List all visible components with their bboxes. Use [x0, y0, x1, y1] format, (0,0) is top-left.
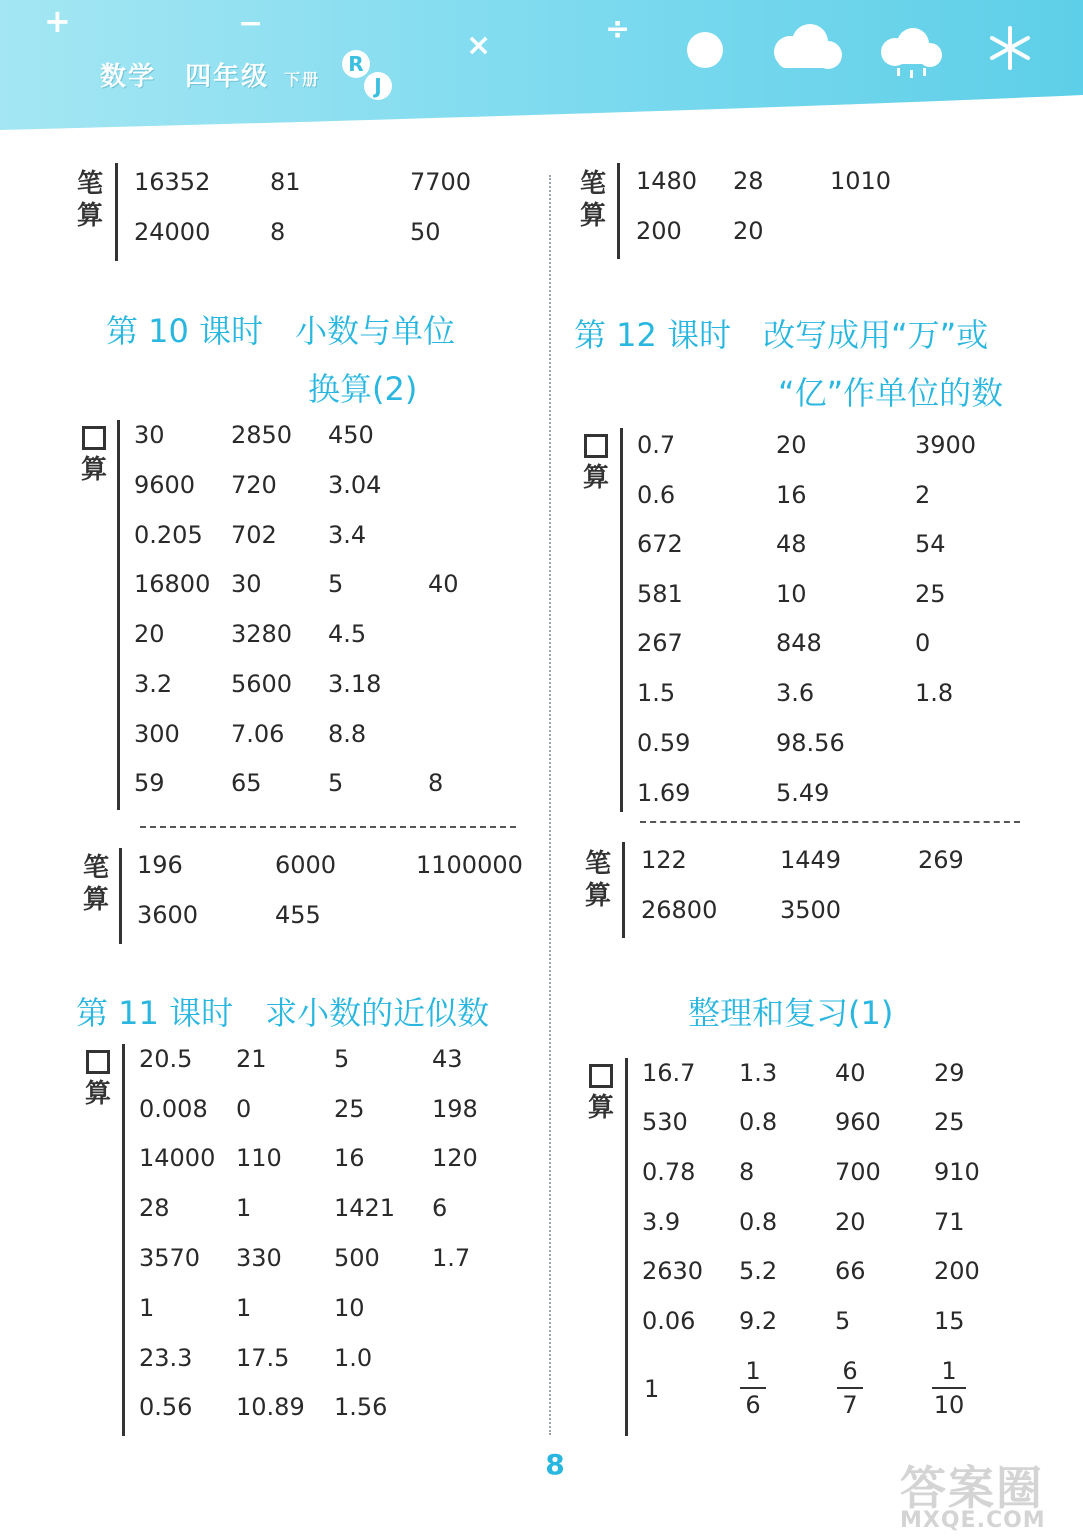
answer: 3600 — [137, 901, 199, 929]
answer: 198 — [432, 1095, 478, 1123]
answer: 7.06 — [231, 720, 285, 748]
section-bar — [117, 420, 120, 810]
page-number: 8 — [545, 1448, 565, 1481]
answer: 2630 — [642, 1257, 704, 1285]
answer: 3570 — [139, 1244, 201, 1272]
fraction-answer — [835, 1356, 865, 1420]
box-icon — [86, 1050, 110, 1074]
fraction-numerator: 6 — [842, 1357, 858, 1385]
answer: 3.18 — [328, 670, 382, 698]
oral-label: 算 — [585, 1062, 617, 1124]
fraction-numerator: 1 — [745, 1357, 761, 1385]
answer: 5600 — [231, 670, 293, 698]
answer: 20.5 — [139, 1045, 193, 1073]
answer: 28 — [139, 1194, 170, 1222]
answer: 14000 — [139, 1144, 216, 1172]
answer: 1 — [236, 1294, 252, 1322]
answer: 530 — [642, 1108, 688, 1136]
answer: 1.5 — [637, 679, 676, 707]
answer: 1.3 — [739, 1059, 778, 1087]
written-label: 笔 算 — [82, 853, 109, 915]
answer: 25 — [934, 1108, 965, 1136]
answer: 500 — [334, 1244, 380, 1272]
answer: 10 — [776, 580, 807, 608]
answer: 1 — [236, 1194, 252, 1222]
answer: 0 — [915, 629, 931, 657]
answer: 455 — [275, 901, 321, 929]
fraction-denominator: 6 — [745, 1391, 761, 1419]
answer: 1.7 — [432, 1244, 471, 1272]
answer: 3.04 — [328, 471, 382, 499]
answer: 23.3 — [139, 1344, 193, 1372]
fraction-denominator: 10 — [933, 1391, 965, 1419]
answer: 5 — [334, 1045, 350, 1073]
answer: 98.56 — [776, 729, 845, 757]
answer: 3900 — [915, 431, 977, 459]
answer: 15 — [934, 1307, 965, 1335]
book-title — [100, 56, 320, 93]
lesson-12-title-line1: 第 12 课时 改写成用“万”或 — [574, 316, 989, 354]
divide-icon: ÷ — [605, 12, 631, 47]
lesson-10-title-line1: 第 10 课时 小数与单位 — [106, 312, 456, 350]
answer: 0.6 — [637, 481, 676, 509]
watermark-logo: 答案圈 MXQE.COM — [900, 1461, 1046, 1533]
answer: 43 — [432, 1045, 463, 1073]
answer: 0.008 — [139, 1095, 208, 1123]
answer: 122 — [641, 846, 687, 874]
answer: 1010 — [830, 167, 892, 195]
review-1-title: 整理和复习(1) — [688, 994, 894, 1032]
answer: 120 — [432, 1144, 478, 1172]
box-icon — [589, 1064, 613, 1088]
answer: 16352 — [134, 168, 211, 196]
section-bar — [115, 163, 118, 261]
answer: 1480 — [636, 167, 698, 195]
answer: 6 — [432, 1194, 448, 1222]
answer: 25 — [334, 1095, 365, 1123]
fraction-answer — [738, 1356, 768, 1420]
section-bar — [617, 163, 620, 259]
answer: 0.56 — [139, 1393, 193, 1421]
answer: 1.69 — [637, 779, 691, 807]
answer: 8.8 — [328, 720, 367, 748]
answer: 0.78 — [642, 1158, 696, 1186]
answer: 3280 — [231, 620, 293, 648]
section-bar — [122, 1044, 125, 1436]
answer: 0.8 — [739, 1108, 778, 1136]
answer: 59 — [134, 769, 165, 797]
answer: 66 — [835, 1257, 866, 1285]
answer: 1449 — [780, 846, 842, 874]
answer: 848 — [776, 629, 822, 657]
written-label: 笔 算 — [579, 169, 606, 231]
lesson-12-title-line2: “亿”作单位的数 — [778, 374, 1004, 412]
answer: 269 — [918, 846, 964, 874]
dashed-separator — [640, 821, 1020, 823]
oral-label: 算 — [82, 1048, 114, 1110]
edition-badge — [342, 50, 402, 100]
oral-label: 算 — [78, 424, 110, 486]
answer: 6000 — [275, 851, 337, 879]
answer: 50 — [410, 218, 441, 246]
answer: 71 — [934, 1208, 965, 1236]
answer: 28 — [733, 167, 764, 195]
answer: 1421 — [334, 1194, 396, 1222]
written-label: 笔 算 — [584, 849, 611, 911]
answer: 196 — [137, 851, 183, 879]
answer: 720 — [231, 471, 277, 499]
answer: 1.8 — [915, 679, 954, 707]
answer: 910 — [934, 1158, 980, 1186]
answer: 17.5 — [236, 1344, 290, 1372]
section-bar — [625, 1058, 628, 1436]
answer: 10.89 — [236, 1393, 305, 1421]
answer: 16.7 — [642, 1059, 696, 1087]
minus-icon: − — [238, 6, 264, 41]
answer: 48 — [776, 530, 807, 558]
answer: 581 — [637, 580, 683, 608]
answer: 0.7 — [637, 431, 676, 459]
answer: 110 — [236, 1144, 282, 1172]
answer: 21 — [236, 1045, 267, 1073]
answer: 330 — [236, 1244, 282, 1272]
lesson-10-title-line2: 换算(2) — [308, 370, 418, 408]
column-divider — [549, 175, 551, 1435]
section-bar — [622, 842, 625, 938]
answer: 81 — [270, 168, 301, 196]
answer: 450 — [328, 421, 374, 449]
answer: 2 — [915, 481, 931, 509]
answer: 0 — [236, 1095, 252, 1123]
answer: 25 — [915, 580, 946, 608]
edition-letter-r: R — [342, 50, 370, 78]
answer: 5 — [835, 1307, 851, 1335]
sun-icon — [687, 32, 723, 68]
answer: 65 — [231, 769, 262, 797]
answer: 1 — [644, 1375, 660, 1403]
answer: 30 — [231, 570, 262, 598]
answer: 30 — [134, 421, 165, 449]
answer: 9600 — [134, 471, 196, 499]
answer: 700 — [835, 1158, 881, 1186]
grade: 四年级 — [185, 62, 270, 92]
box-icon — [584, 434, 608, 458]
header-banner — [0, 0, 1083, 132]
box-icon — [82, 426, 106, 450]
section-bar — [119, 848, 122, 944]
answer: 9.2 — [739, 1307, 778, 1335]
fraction-denominator: 7 — [842, 1391, 858, 1419]
answer: 1.56 — [334, 1393, 388, 1421]
answer: 8 — [428, 769, 444, 797]
answer: 8 — [270, 218, 286, 246]
answer: 20 — [776, 431, 807, 459]
answer: 20 — [835, 1208, 866, 1236]
answer: 54 — [915, 530, 946, 558]
answer: 200 — [934, 1257, 980, 1285]
answer: 300 — [134, 720, 180, 748]
answer: 5.2 — [739, 1257, 778, 1285]
answer: 5.49 — [776, 779, 830, 807]
edition-letter-j: J — [364, 72, 392, 100]
lesson-11-title: 第 11 课时 求小数的近似数 — [76, 994, 490, 1032]
answer: 7700 — [410, 168, 472, 196]
answer: 3.6 — [776, 679, 815, 707]
answer: 24000 — [134, 218, 211, 246]
answer: 3.2 — [134, 670, 173, 698]
answer: 16800 — [134, 570, 211, 598]
oral-label: 算 — [580, 432, 612, 494]
answer: 4.5 — [328, 620, 367, 648]
fraction-bar — [740, 1387, 766, 1389]
answer: 5 — [328, 570, 344, 598]
answer: 16 — [334, 1144, 365, 1172]
volume: 下册 — [284, 70, 321, 89]
answer: 0.06 — [642, 1307, 696, 1335]
answer: 0.59 — [637, 729, 691, 757]
section-bar — [620, 428, 623, 812]
fraction-bar — [837, 1387, 863, 1389]
answer: 3.9 — [642, 1208, 681, 1236]
answer: 5 — [328, 769, 344, 797]
answer: 702 — [231, 521, 277, 549]
answer: 20 — [733, 217, 764, 245]
plus-icon: + — [44, 2, 71, 40]
answer: 960 — [835, 1108, 881, 1136]
answer: 20 — [134, 620, 165, 648]
fraction-numerator: 1 — [941, 1357, 957, 1385]
fraction-bar — [932, 1387, 966, 1389]
times-icon: × — [466, 28, 492, 63]
answer: 40 — [835, 1059, 866, 1087]
written-label: 笔 算 — [76, 169, 103, 231]
answer: 0.8 — [739, 1208, 778, 1236]
answer: 3.4 — [328, 521, 367, 549]
answer: 40 — [428, 570, 459, 598]
answer: 16 — [776, 481, 807, 509]
answer: 10 — [334, 1294, 365, 1322]
answer: 2850 — [231, 421, 293, 449]
answer: 1 — [139, 1294, 155, 1322]
answer: 672 — [637, 530, 683, 558]
answer: 200 — [636, 217, 682, 245]
answer: 1100000 — [416, 851, 523, 879]
answer: 8 — [739, 1158, 755, 1186]
answer: 3500 — [780, 896, 842, 924]
subject: 数学 — [100, 62, 157, 92]
answer: 26800 — [641, 896, 718, 924]
answer: 1.0 — [334, 1344, 373, 1372]
answer: 29 — [934, 1059, 965, 1087]
fraction-answer — [930, 1356, 968, 1420]
dashed-separator — [140, 826, 516, 828]
answer: 267 — [637, 629, 683, 657]
answer: 0.205 — [134, 521, 203, 549]
